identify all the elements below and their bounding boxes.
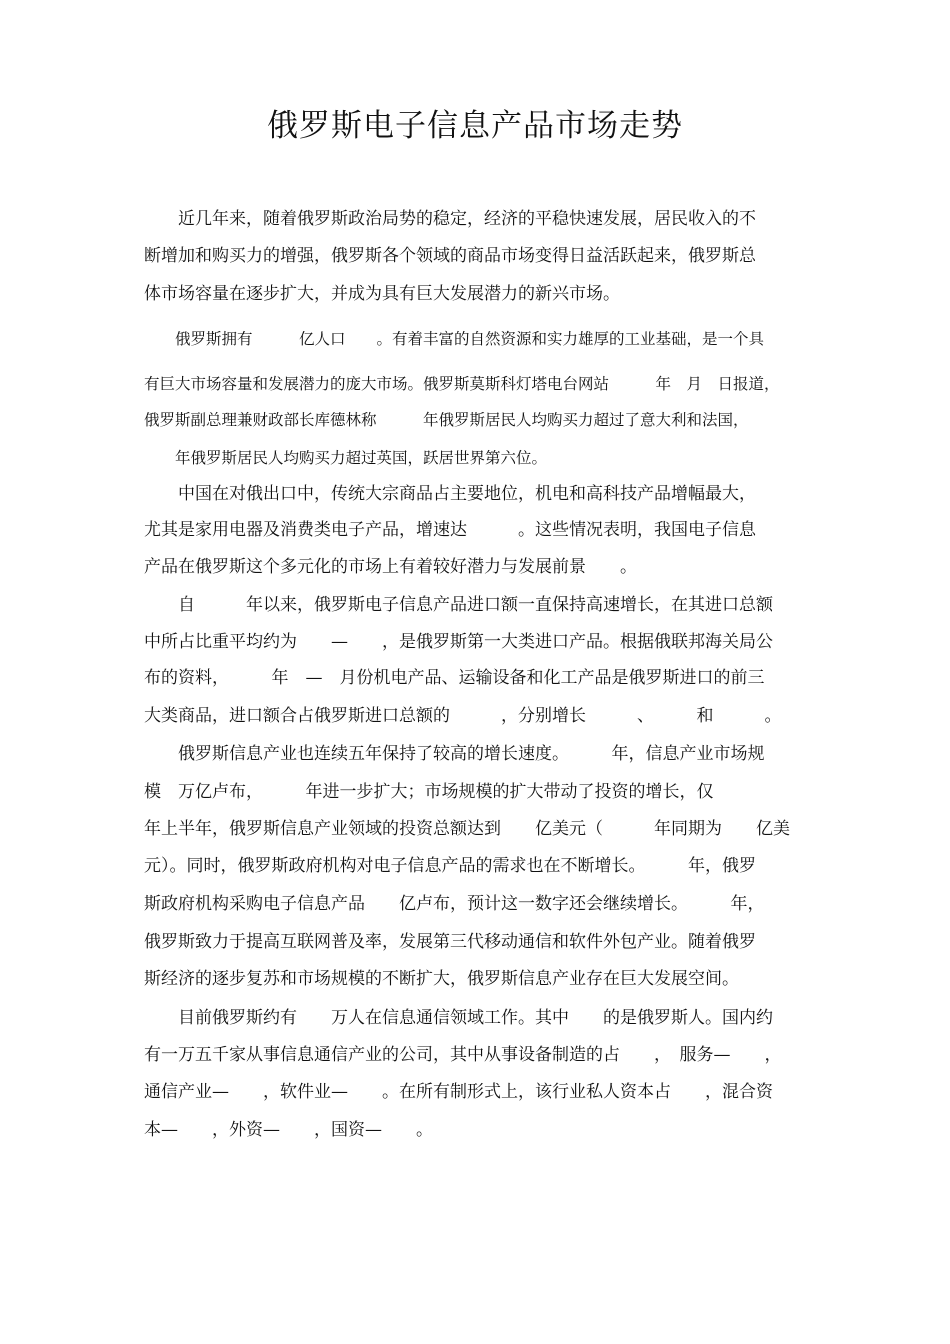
paragraph-line: 元）。同时，俄罗斯政府机构对电子信息产品的需求也在不断增长。 年，俄罗 xyxy=(144,856,756,876)
paragraph-line: 尤其是家用电器及消费类电子产品，增速达 。这些情况表明，我国电子信息 xyxy=(144,520,756,540)
paragraph-line: 本— ，外资— ，国资— 。 xyxy=(144,1120,433,1140)
paragraph-line: 自 年以来，俄罗斯电子信息产品进口额一直保持高速增长，在其进口总额 xyxy=(144,595,773,615)
paragraph-line: 俄罗斯拥有 亿人口 。有着丰富的自然资源和实力雄厚的工业基础，是一个具 xyxy=(144,330,765,348)
paragraph-line: 通信产业— ，软件业— 。在所有制形式上，该行业私人资本占 ，混合资 xyxy=(144,1082,773,1102)
paragraph-line: 俄罗斯信息产业也连续五年保持了较高的增长速度。 年，信息产业市场规 xyxy=(144,744,765,764)
paragraph-line: 有巨大市场容量和发展潜力的庞大市场。俄罗斯莫斯科灯塔电台网站 年 月 日报道， xyxy=(144,375,780,393)
paragraph-line: 斯政府机构采购电子信息产品 亿卢布，预计这一数字还会继续增长。 年， xyxy=(144,894,765,914)
paragraph-line: 布的资料， 年 — 月份机电产品、运输设备和化工产品是俄罗斯进口的前三 xyxy=(144,668,765,688)
document-title: 俄罗斯电子信息产品市场走势 xyxy=(267,108,683,144)
paragraph-line: 近几年来，随着俄罗斯政治局势的稳定，经济的平稳快速发展，居民收入的不 xyxy=(144,209,756,229)
paragraph-line: 大类商品，进口额合占俄罗斯进口总额的 ，分别增长 、 和 。 xyxy=(144,706,782,726)
paragraph-line: 年俄罗斯居民人均购买力超过英国，跃居世界第六位。 xyxy=(144,449,548,467)
paragraph-line: 断增加和购买力的增强，俄罗斯各个领域的商品市场变得日益活跃起来，俄罗斯总 xyxy=(144,246,756,266)
paragraph-line: 模 万亿卢布， 年进一步扩大；市场规模的扩大带动了投资的增长，仅 xyxy=(144,782,714,802)
paragraph-line: 体市场容量在逐步扩大，并成为具有巨大发展潜力的新兴市场。 xyxy=(144,284,620,304)
paragraph-line: 年上半年，俄罗斯信息产业领域的投资总额达到 亿美元（ 年同期为 亿美 xyxy=(144,819,790,839)
paragraph-line: 产品在俄罗斯这个多元化的市场上有着较好潜力与发展前景 。 xyxy=(144,557,637,577)
paragraph-line: 有一万五千家从事信息通信产业的公司，其中从事设备制造的占 ， 服务— ， xyxy=(144,1045,782,1065)
paragraph-line: 斯经济的逐步复苏和市场规模的不断扩大，俄罗斯信息产业存在巨大发展空间。 xyxy=(144,969,739,989)
paragraph-line: 中国在对俄出口中，传统大宗商品占主要地位，机电和高科技产品增幅最大， xyxy=(144,484,756,504)
paragraph-line: 俄罗斯副总理兼财政部长库德林称 年俄罗斯居民人均购买力超过了意大利和法国， xyxy=(144,411,749,429)
paragraph-line: 目前俄罗斯约有 万人在信息通信领域工作。其中 的是俄罗斯人。国内约 xyxy=(144,1008,773,1028)
paragraph-line: 俄罗斯致力于提高互联网普及率，发展第三代移动通信和软件外包产业。随着俄罗 xyxy=(144,932,756,952)
paragraph-line: 中所占比重平均约为 — ，是俄罗斯第一大类进口产品。根据俄联邦海关局公 xyxy=(144,632,773,652)
